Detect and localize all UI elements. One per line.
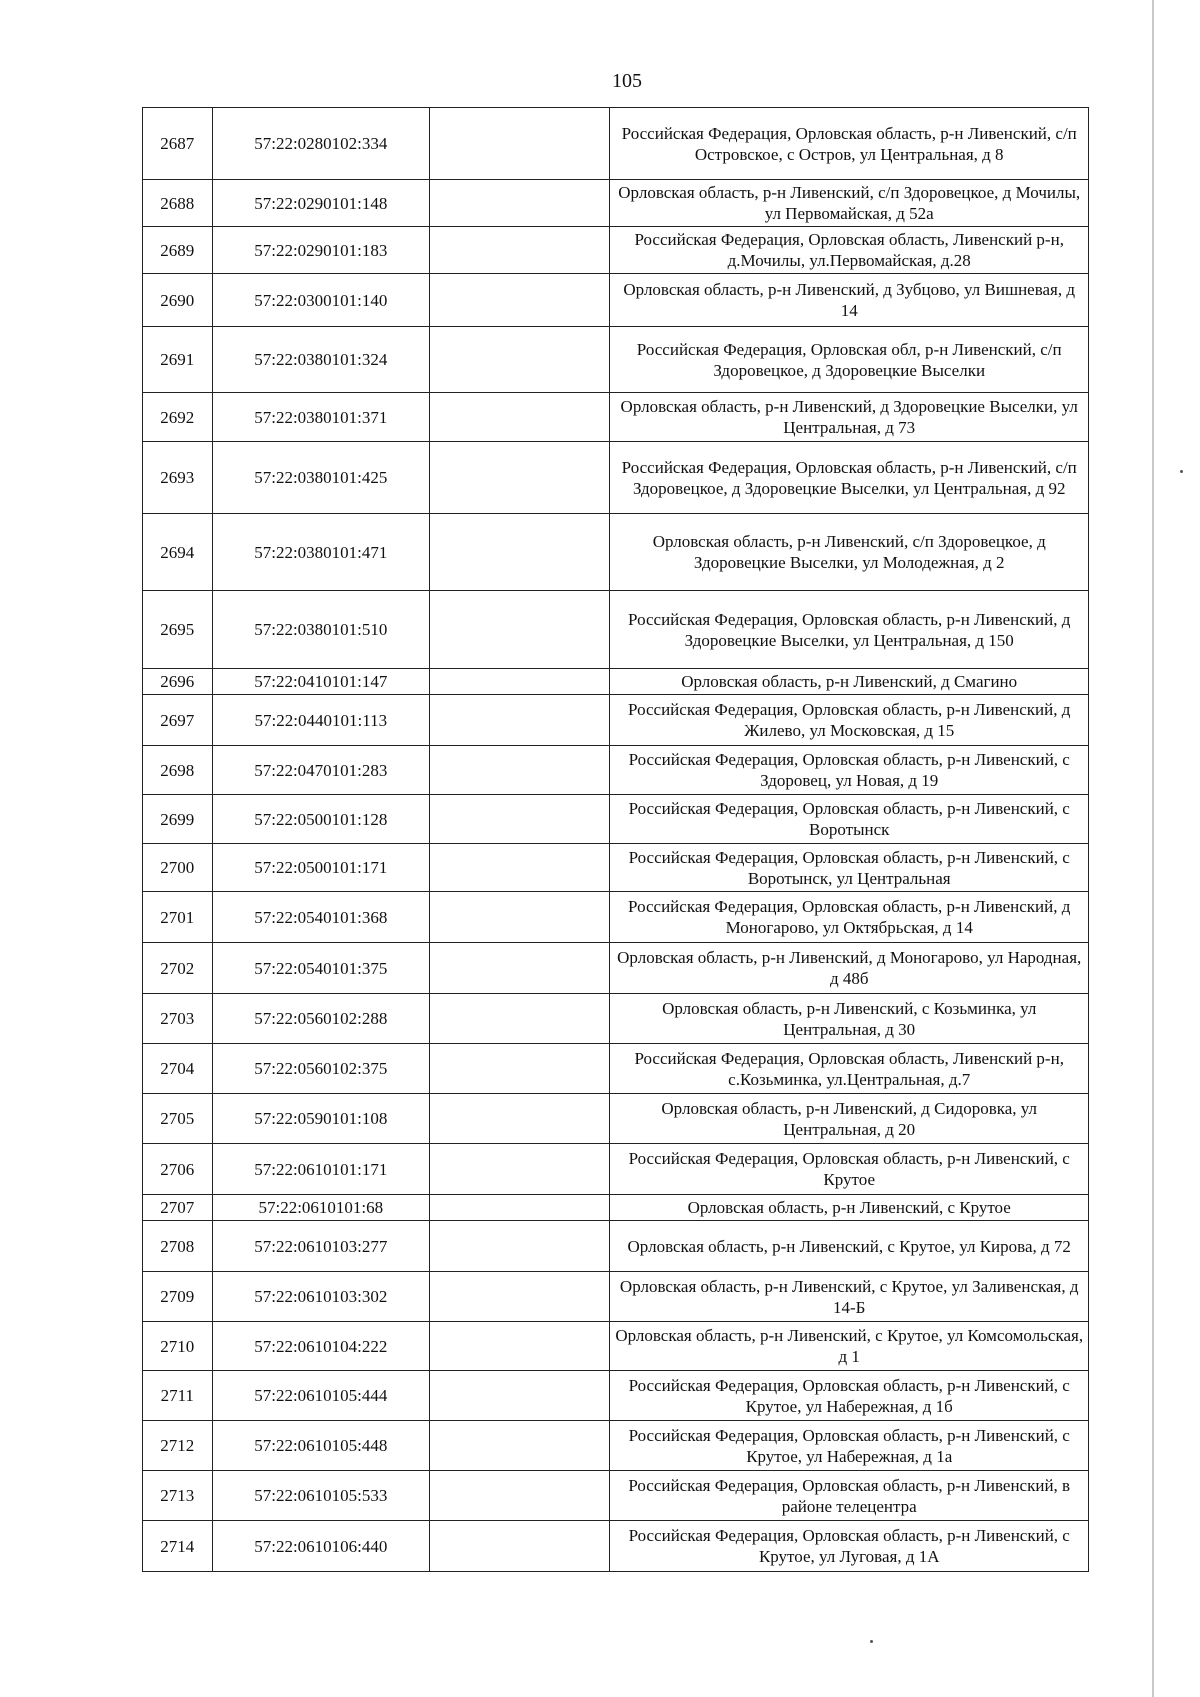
row-number: 2702 <box>143 943 213 994</box>
cadastral-number: 57:22:0380101:510 <box>212 591 430 669</box>
cadastral-number: 57:22:0610101:68 <box>212 1195 430 1221</box>
row-number: 2699 <box>143 795 213 844</box>
row-number: 2714 <box>143 1521 213 1572</box>
row-number: 2712 <box>143 1421 213 1471</box>
table-row <box>143 1094 1089 1144</box>
table-row <box>143 695 1089 746</box>
blank-cell <box>430 746 610 795</box>
address: Орловская область, р-н Ливенский, с/п Здоровецкое, д Здоровецкие Выселки, ул Молодежная, д 2 <box>610 514 1089 591</box>
row-number: 2697 <box>143 695 213 746</box>
row-number: 2696 <box>143 669 213 695</box>
address: Российская Федерация, Орловская область, р-н Ливенский, с Крутое, ул Набережная, д 1б <box>610 1371 1089 1421</box>
address: Российская Федерация, Орловская область, р-н Ливенский, с/п Островское, с Остров, ул Центральная, д 8 <box>610 108 1089 180</box>
blank-cell <box>430 1421 610 1471</box>
row-number: 2690 <box>143 274 213 327</box>
table-row <box>143 1471 1089 1521</box>
cadastral-number: 57:22:0380101:324 <box>212 327 430 393</box>
cadastral-number: 57:22:0540101:368 <box>212 892 430 943</box>
page-number: 105 <box>612 70 642 92</box>
address: Российская Федерация, Орловская область, р-н Ливенский, с Здоровец, ул Новая, д 19 <box>610 746 1089 795</box>
address: Орловская область, р-н Ливенский, с Крутое, ул Комсомольская, д 1 <box>610 1322 1089 1371</box>
scan-speck <box>870 1640 873 1643</box>
cadastral-number: 57:22:0290101:183 <box>212 227 430 274</box>
address: Российская Федерация, Орловская область, Ливенский р-н, д.Мочилы, ул.Первомайская, д.28 <box>610 227 1089 274</box>
blank-cell <box>430 327 610 393</box>
cadastral-number: 57:22:0470101:283 <box>212 746 430 795</box>
table-row <box>143 795 1089 844</box>
blank-cell <box>430 1371 610 1421</box>
cadastral-number: 57:22:0610105:533 <box>212 1471 430 1521</box>
blank-cell <box>430 1094 610 1144</box>
row-number: 2706 <box>143 1144 213 1195</box>
table-row <box>143 669 1089 695</box>
cadastral-number: 57:22:0300101:140 <box>212 274 430 327</box>
table-row <box>143 108 1089 180</box>
table-row <box>143 1521 1089 1572</box>
cadastral-number: 57:22:0540101:375 <box>212 943 430 994</box>
address: Орловская область, р-н Ливенский, д Зубцово, ул Вишневая, д 14 <box>610 274 1089 327</box>
address: Российская Федерация, Орловская область, р-н Ливенский, с Крутое, ул Луговая, д 1А <box>610 1521 1089 1572</box>
address: Орловская область, р-н Ливенский, с Крутое, ул Заливенская, д 14-Б <box>610 1272 1089 1322</box>
row-number: 2692 <box>143 393 213 442</box>
address: Российская Федерация, Орловская область, р-н Ливенский, с Воротынск, ул Центральная <box>610 844 1089 892</box>
table-row <box>143 1272 1089 1322</box>
table-row <box>143 442 1089 514</box>
table-row <box>143 1221 1089 1272</box>
row-number: 2694 <box>143 514 213 591</box>
blank-cell <box>430 1221 610 1272</box>
table-row <box>143 892 1089 943</box>
row-number: 2700 <box>143 844 213 892</box>
address: Российская Федерация, Орловская область, р-н Ливенский, д Моногарово, ул Октябрьская, д 14 <box>610 892 1089 943</box>
address: Орловская область, р-н Ливенский, д Моногарово, ул Народная, д 48б <box>610 943 1089 994</box>
blank-cell <box>430 1044 610 1094</box>
cadastral-number: 57:22:0610101:171 <box>212 1144 430 1195</box>
row-number: 2691 <box>143 327 213 393</box>
address: Российская Федерация, Орловская область, р-н Ливенский, с Крутое <box>610 1144 1089 1195</box>
cadastral-number: 57:22:0610103:277 <box>212 1221 430 1272</box>
blank-cell <box>430 994 610 1044</box>
blank-cell <box>430 669 610 695</box>
table-row <box>143 591 1089 669</box>
page-edge-line <box>1152 0 1154 1697</box>
cadastral-number: 57:22:0610105:448 <box>212 1421 430 1471</box>
table-row <box>143 274 1089 327</box>
cadastral-number: 57:22:0500101:171 <box>212 844 430 892</box>
cadastral-number: 57:22:0610104:222 <box>212 1322 430 1371</box>
row-number: 2709 <box>143 1272 213 1322</box>
blank-cell <box>430 943 610 994</box>
cadastral-number: 57:22:0560102:375 <box>212 1044 430 1094</box>
cadastral-number: 57:22:0500101:128 <box>212 795 430 844</box>
table-row <box>143 1421 1089 1471</box>
cadastral-number: 57:22:0610103:302 <box>212 1272 430 1322</box>
address: Орловская область, р-н Ливенский, с/п Здоровецкое, д Мочилы, ул Первомайская, д 52а <box>610 180 1089 227</box>
table-row <box>143 994 1089 1044</box>
table-row <box>143 1322 1089 1371</box>
cadastral-number: 57:22:0290101:148 <box>212 180 430 227</box>
address: Орловская область, р-н Ливенский, д Сидоровка, ул Центральная, д 20 <box>610 1094 1089 1144</box>
row-number: 2703 <box>143 994 213 1044</box>
row-number: 2687 <box>143 108 213 180</box>
row-number: 2693 <box>143 442 213 514</box>
cadastral-number: 57:22:0410101:147 <box>212 669 430 695</box>
table-row <box>143 844 1089 892</box>
blank-cell <box>430 1272 610 1322</box>
cadastral-number: 57:22:0590101:108 <box>212 1094 430 1144</box>
blank-cell <box>430 442 610 514</box>
blank-cell <box>430 108 610 180</box>
blank-cell <box>430 795 610 844</box>
cadastral-number: 57:22:0610105:444 <box>212 1371 430 1421</box>
address: Орловская область, р-н Ливенский, с Крутое <box>610 1195 1089 1221</box>
table-row <box>143 1371 1089 1421</box>
row-number: 2713 <box>143 1471 213 1521</box>
table-row <box>143 327 1089 393</box>
blank-cell <box>430 227 610 274</box>
address: Российская Федерация, Орловская область, Ливенский р-н, с.Козьминка, ул.Центральная, д.7 <box>610 1044 1089 1094</box>
table-row <box>143 227 1089 274</box>
registry-table <box>142 107 1089 1572</box>
cadastral-number: 57:22:0380101:471 <box>212 514 430 591</box>
row-number: 2698 <box>143 746 213 795</box>
blank-cell <box>430 1471 610 1521</box>
table-row <box>143 393 1089 442</box>
row-number: 2689 <box>143 227 213 274</box>
blank-cell <box>430 1144 610 1195</box>
row-number: 2708 <box>143 1221 213 1272</box>
row-number: 2707 <box>143 1195 213 1221</box>
blank-cell <box>430 180 610 227</box>
row-number: 2705 <box>143 1094 213 1144</box>
blank-cell <box>430 274 610 327</box>
row-number: 2695 <box>143 591 213 669</box>
cadastral-number: 57:22:0380101:425 <box>212 442 430 514</box>
address: Российская Федерация, Орловская обл, р-н Ливенский, с/п Здоровецкое, д Здоровецкие Выселки <box>610 327 1089 393</box>
scan-speck <box>1180 470 1183 473</box>
blank-cell <box>430 695 610 746</box>
table-row <box>143 943 1089 994</box>
cadastral-number: 57:22:0280102:334 <box>212 108 430 180</box>
registry-table-body <box>143 108 1089 1572</box>
address: Орловская область, р-н Ливенский, с Козьминка, ул Центральная, д 30 <box>610 994 1089 1044</box>
row-number: 2688 <box>143 180 213 227</box>
address: Российская Федерация, Орловская область, р-н Ливенский, д Здоровецкие Выселки, ул Центральная, д 150 <box>610 591 1089 669</box>
blank-cell <box>430 1521 610 1572</box>
blank-cell <box>430 393 610 442</box>
cadastral-number: 57:22:0560102:288 <box>212 994 430 1044</box>
table-row <box>143 180 1089 227</box>
row-number: 2710 <box>143 1322 213 1371</box>
cadastral-number: 57:22:0610106:440 <box>212 1521 430 1572</box>
address: Российская Федерация, Орловская область, р-н Ливенский, д Жилево, ул Московская, д 15 <box>610 695 1089 746</box>
address: Российская Федерация, Орловская область, р-н Ливенский, с Крутое, ул Набережная, д 1а <box>610 1421 1089 1471</box>
blank-cell <box>430 591 610 669</box>
blank-cell <box>430 1195 610 1221</box>
table-row <box>143 1044 1089 1094</box>
blank-cell <box>430 514 610 591</box>
table-row <box>143 746 1089 795</box>
blank-cell <box>430 844 610 892</box>
address: Российская Федерация, Орловская область, р-н Ливенский, в районе телецентра <box>610 1471 1089 1521</box>
cadastral-number: 57:22:0380101:371 <box>212 393 430 442</box>
table-row <box>143 1144 1089 1195</box>
address: Орловская область, р-н Ливенский, д Смагино <box>610 669 1089 695</box>
address: Российская Федерация, Орловская область, р-н Ливенский, с/п Здоровецкое, д Здоровецкие Выселки, ул Центральная, д 92 <box>610 442 1089 514</box>
blank-cell <box>430 1322 610 1371</box>
address: Российская Федерация, Орловская область, р-н Ливенский, с Воротынск <box>610 795 1089 844</box>
blank-cell <box>430 892 610 943</box>
row-number: 2711 <box>143 1371 213 1421</box>
table-row <box>143 1195 1089 1221</box>
address: Орловская область, р-н Ливенский, д Здоровецкие Выселки, ул Центральная, д 73 <box>610 393 1089 442</box>
table-row <box>143 514 1089 591</box>
cadastral-number: 57:22:0440101:113 <box>212 695 430 746</box>
address: Орловская область, р-н Ливенский, с Крутое, ул Кирова, д 72 <box>610 1221 1089 1272</box>
row-number: 2701 <box>143 892 213 943</box>
row-number: 2704 <box>143 1044 213 1094</box>
